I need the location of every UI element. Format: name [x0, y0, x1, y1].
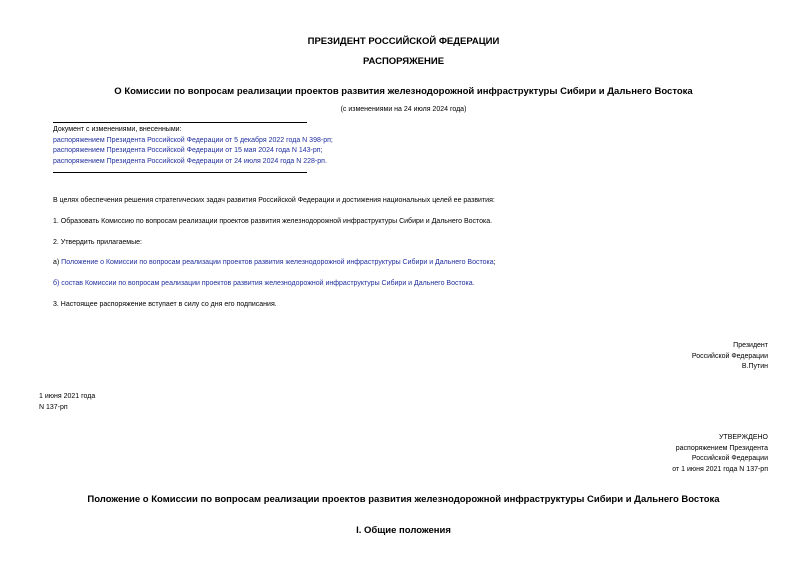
document-date: 1 июня 2021 года: [39, 393, 96, 400]
date-block: [39, 392, 95, 413]
signature-country: Российской Федерации: [691, 352, 768, 360]
change-link-1[interactable]: распоряжением Президента Российской Федерации от 5 декабря 2022 года N 398-рп;: [53, 136, 333, 144]
divider-bottom: [53, 172, 307, 173]
amendment-note: (с изменениями на 24 июля 2024 года): [340, 106, 467, 113]
signature-name: В.Путин: [741, 363, 768, 370]
composition-link[interactable]: б) состав Комиссии по вопросам реализации проектов развития железнодорожной инфраструктуры Сибири и Дальнего Востока.: [53, 280, 475, 287]
changes-block: [53, 125, 333, 167]
change-link-2[interactable]: распоряжением Президента Российской Федерации от 15 мая 2024 года N 143-рп;: [53, 147, 323, 154]
approval-block: [672, 433, 768, 475]
regulation-link[interactable]: Положение о Комиссии по вопросам реализации проектов развития железнодорожной инфраструктуры Сибири и Дальнего Востока: [61, 259, 494, 266]
paragraph-2a: [53, 258, 496, 269]
paragraph-1: 1. Образовать Комиссию по вопросам реализации проектов развития железнодорожной инфраструктуры Сибири и Дальнего Востока.: [53, 218, 493, 225]
approved-by: распоряжением Президента: [675, 444, 768, 452]
document-authority: ПРЕЗИДЕНТ РОССИЙСКОЙ ФЕДЕРАЦИИ: [307, 36, 500, 47]
divider-top: [53, 122, 307, 123]
approved-date: от 1 июня 2021 года N 137-рп: [672, 465, 768, 473]
paragraph-2: 2. Утвердить прилагаемые:: [53, 239, 142, 246]
changes-label: Документ с изменениями, внесенными:: [53, 126, 182, 133]
document-number: N 137-рп: [39, 403, 68, 411]
preamble: В целях обеспечения решения стратегических задач развития Российской Федерации и достижения национальных целей ее развития:: [53, 197, 495, 204]
section-heading: I. Общие положения: [356, 525, 451, 536]
paragraph-2a-prefix: а): [53, 259, 62, 266]
document-title: О Комиссии по вопросам реализации проектов развития железнодорожной инфраструктуры Сибири и Дальнего Востока: [114, 86, 693, 97]
document-type: РАСПОРЯЖЕНИЕ: [362, 56, 445, 67]
approved-label: УТВЕРЖДЕНО: [718, 434, 768, 441]
change-link-3[interactable]: распоряжением Президента Российской Федерации от 24 июля 2024 года N 228-рп.: [53, 157, 327, 165]
paragraph-2a-suffix: ;: [493, 259, 496, 266]
annex-title: Положение о Комиссии по вопросам реализации проектов развития железнодорожной инфраструктуры Сибири и Дальнего Востока: [87, 494, 720, 505]
signature-block: [692, 341, 768, 373]
signature-title: Президент: [733, 342, 768, 349]
paragraph-3: 3. Настоящее распоряжение вступает в силу со дня его подписания.: [53, 301, 277, 308]
approved-country: Российской Федерации: [691, 455, 768, 462]
